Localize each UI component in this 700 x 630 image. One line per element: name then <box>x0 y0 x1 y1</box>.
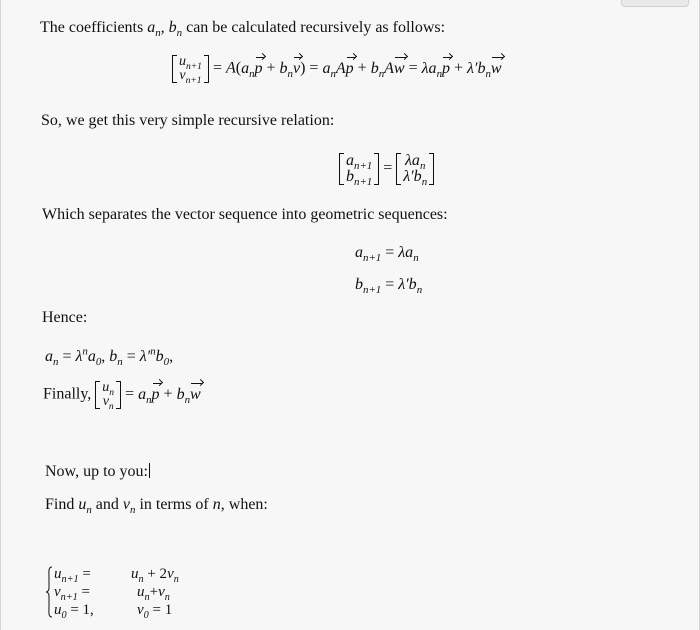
system-row-u0: $u_0 = 1$, <box>54 602 94 621</box>
intro-line <box>40 19 446 40</box>
system-row-u: $u_{n+1}$ = <box>54 566 91 585</box>
uv-next-vector: $u_{n+1}$ $v_{n+1}$ <box>172 55 209 83</box>
find-suffix: in terms of <box>139 496 209 513</box>
intro-text: The coefficients <box>40 19 144 36</box>
coeff-symbols: $a_n$, $b_n$ <box>147 19 183 40</box>
separates-line: Which separates the vector sequence into geometric sequences: <box>42 206 448 223</box>
system-row-v-rhs: $u_n+v_n$ <box>137 584 170 603</box>
find-when: , when: <box>220 496 268 513</box>
find-prefix: Find <box>45 496 75 513</box>
finally-label: Finally, <box>43 385 92 403</box>
text-cursor <box>149 463 150 478</box>
find-and: and <box>95 496 119 513</box>
recursion-equation: $u_{n+1}$ $v_{n+1}$ = $A(a_np + b_nv) = a_nAp + b_nAw = \lambda a_np + \lambda'b_nw$ <box>172 55 502 83</box>
system-row-v0: $v_0 = 1$ <box>137 602 173 621</box>
intro-end-text: can be calculated recursively as follows: <box>186 19 446 36</box>
system-row-u-rhs: $u_n + 2v_n$ <box>131 566 179 585</box>
geometric-a-equation: $a_{n+1} = \lambda a_n$ <box>355 244 419 265</box>
closed-form-equation: $a_n = \lambda^na_0$, $b_n = \lambda'^nb_0$, <box>45 345 174 369</box>
lambda-ab-vector: $\lambda a_n$ $\lambda'b_n$ <box>396 153 434 185</box>
find-line: Find $u_n$ and $v_n$ in terms of n, when: <box>45 496 268 517</box>
now-line <box>45 463 150 481</box>
system-row-v: $v_{n+1}$ = <box>54 584 90 603</box>
left-brace-icon <box>45 566 53 618</box>
now-text: Now, up to you: <box>45 463 148 480</box>
hence-label: Hence: <box>42 309 88 326</box>
finally-line: Finally, $u_n$ $v_n$ = $a_np + b_nw$ <box>43 380 201 412</box>
ab-next-vector: $a_{n+1}$ $b_{n+1}$ <box>339 153 379 185</box>
corner-tab <box>621 0 689 7</box>
so-line: So, we get this very simple recursive relation: <box>41 112 335 129</box>
geometric-b-equation: $b_{n+1} = \lambda'b_n$ <box>355 276 423 297</box>
uv-vector: $u_n$ $v_n$ <box>95 381 121 409</box>
simple-relation-equation: $a_{n+1}$ $b_{n+1}$ = $\lambda a_n$ $\lambda'b_n$ <box>339 153 434 185</box>
